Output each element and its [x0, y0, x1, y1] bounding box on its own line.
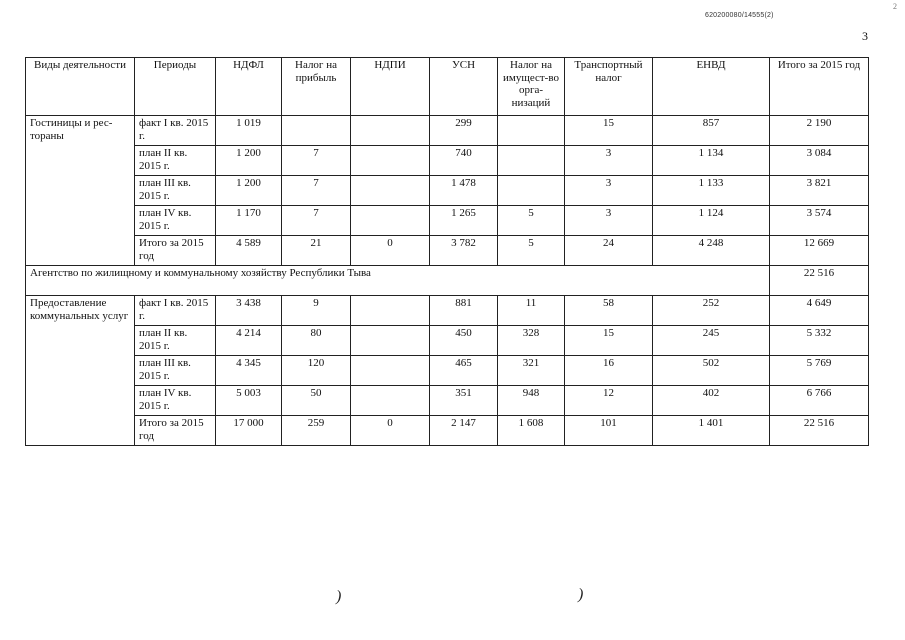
table-header-row: [26, 58, 869, 116]
total-cell: 3 084: [770, 146, 869, 176]
ndpi-cell: 0: [351, 416, 430, 446]
ndpi-cell: [351, 296, 430, 326]
transport-cell: 12: [565, 386, 653, 416]
col-header-total: Итого за 2015 год: [770, 58, 869, 116]
col-header-property-tax: Налог на имущест-во орга-низаций: [498, 58, 565, 116]
profit-cell: 259: [282, 416, 351, 446]
table-row-subtotal: [26, 416, 869, 446]
signature-mark: ): [336, 588, 342, 605]
activity-cell: Предоставление коммунальных услуг: [26, 296, 135, 446]
envd-cell: 1 124: [653, 206, 770, 236]
envd-cell: 857: [653, 116, 770, 146]
envd-cell: 245: [653, 326, 770, 356]
period-cell: Итого за 2015 год: [135, 416, 216, 446]
period-cell: факт I кв. 2015 г.: [135, 296, 216, 326]
table-row: [26, 146, 869, 176]
col-header-activity: Виды деятельности: [26, 58, 135, 116]
period-cell: план III кв. 2015 г.: [135, 356, 216, 386]
usn-cell: 881: [430, 296, 498, 326]
envd-cell: 252: [653, 296, 770, 326]
ndpi-cell: [351, 206, 430, 236]
ndfl-cell: 17 000: [216, 416, 282, 446]
document-code: 620200080/14555(2): [705, 12, 774, 19]
profit-cell: [282, 116, 351, 146]
ndfl-cell: 1 200: [216, 146, 282, 176]
period-cell: план II кв. 2015 г.: [135, 326, 216, 356]
property-cell: 1 608: [498, 416, 565, 446]
envd-cell: 1 134: [653, 146, 770, 176]
ndfl-cell: 1 019: [216, 116, 282, 146]
total-cell: 5 332: [770, 326, 869, 356]
transport-cell: 16: [565, 356, 653, 386]
total-cell: 4 649: [770, 296, 869, 326]
col-header-ndpi: НДПИ: [351, 58, 430, 116]
table-row: [26, 176, 869, 206]
ndpi-cell: [351, 146, 430, 176]
col-header-transport-tax: Транспортный налог: [565, 58, 653, 116]
usn-cell: 1 478: [430, 176, 498, 206]
tax-table: [25, 57, 869, 446]
col-header-ndfl: НДФЛ: [216, 58, 282, 116]
agency-total: 22 516: [770, 266, 869, 296]
period-cell: факт I кв. 2015 г.: [135, 116, 216, 146]
ndpi-cell: [351, 326, 430, 356]
profit-cell: 120: [282, 356, 351, 386]
table-row: [26, 116, 869, 146]
usn-cell: 3 782: [430, 236, 498, 266]
total-cell: 6 766: [770, 386, 869, 416]
transport-cell: 15: [565, 326, 653, 356]
total-cell: 12 669: [770, 236, 869, 266]
period-cell: план IV кв. 2015 г.: [135, 206, 216, 236]
property-cell: 11: [498, 296, 565, 326]
transport-cell: 58: [565, 296, 653, 326]
ndfl-cell: 4 345: [216, 356, 282, 386]
agency-name: Агентство по жилищному и коммунальному хозяйству Республики Тыва: [26, 266, 770, 296]
col-header-profit-tax: Налог на прибыль: [282, 58, 351, 116]
property-cell: [498, 146, 565, 176]
property-cell: 328: [498, 326, 565, 356]
profit-cell: 7: [282, 206, 351, 236]
total-cell: 22 516: [770, 416, 869, 446]
activity-cell: Гостиницы и рес-тораны: [26, 116, 135, 266]
ndfl-cell: 4 214: [216, 326, 282, 356]
usn-cell: 740: [430, 146, 498, 176]
col-header-envd: ЕНВД: [653, 58, 770, 116]
property-cell: 948: [498, 386, 565, 416]
profit-cell: 80: [282, 326, 351, 356]
period-cell: план II кв. 2015 г.: [135, 146, 216, 176]
usn-cell: 351: [430, 386, 498, 416]
property-cell: [498, 116, 565, 146]
total-cell: 2 190: [770, 116, 869, 146]
envd-cell: 4 248: [653, 236, 770, 266]
profit-cell: 7: [282, 146, 351, 176]
transport-cell: 3: [565, 206, 653, 236]
corner-mark: 2: [893, 2, 897, 11]
col-header-usn: УСН: [430, 58, 498, 116]
ndpi-cell: 0: [351, 236, 430, 266]
ndfl-cell: 1 170: [216, 206, 282, 236]
table-row: [26, 356, 869, 386]
table-row: [26, 326, 869, 356]
property-cell: 5: [498, 206, 565, 236]
envd-cell: 502: [653, 356, 770, 386]
usn-cell: 2 147: [430, 416, 498, 446]
ndfl-cell: 4 589: [216, 236, 282, 266]
table-row: [26, 386, 869, 416]
table-row-subtotal: [26, 236, 869, 266]
property-cell: 5: [498, 236, 565, 266]
period-cell: план III кв. 2015 г.: [135, 176, 216, 206]
page-number: 3: [862, 29, 868, 43]
table-row: [26, 206, 869, 236]
transport-cell: 24: [565, 236, 653, 266]
usn-cell: 299: [430, 116, 498, 146]
ndfl-cell: 5 003: [216, 386, 282, 416]
transport-cell: 3: [565, 176, 653, 206]
period-cell: Итого за 2015 год: [135, 236, 216, 266]
ndpi-cell: [351, 386, 430, 416]
period-cell: план IV кв. 2015 г.: [135, 386, 216, 416]
profit-cell: 50: [282, 386, 351, 416]
col-header-period: Периоды: [135, 58, 216, 116]
table-row: [26, 296, 869, 326]
total-cell: 5 769: [770, 356, 869, 386]
envd-cell: 1 401: [653, 416, 770, 446]
transport-cell: 15: [565, 116, 653, 146]
ndfl-cell: 3 438: [216, 296, 282, 326]
profit-cell: 21: [282, 236, 351, 266]
agency-row: [26, 266, 869, 296]
profit-cell: 7: [282, 176, 351, 206]
total-cell: 3 821: [770, 176, 869, 206]
usn-cell: 450: [430, 326, 498, 356]
usn-cell: 1 265: [430, 206, 498, 236]
signature-mark: ): [578, 586, 584, 603]
transport-cell: 3: [565, 146, 653, 176]
ndfl-cell: 1 200: [216, 176, 282, 206]
ndpi-cell: [351, 176, 430, 206]
profit-cell: 9: [282, 296, 351, 326]
ndpi-cell: [351, 356, 430, 386]
envd-cell: 1 133: [653, 176, 770, 206]
envd-cell: 402: [653, 386, 770, 416]
transport-cell: 101: [565, 416, 653, 446]
total-cell: 3 574: [770, 206, 869, 236]
property-cell: 321: [498, 356, 565, 386]
ndpi-cell: [351, 116, 430, 146]
usn-cell: 465: [430, 356, 498, 386]
property-cell: [498, 176, 565, 206]
